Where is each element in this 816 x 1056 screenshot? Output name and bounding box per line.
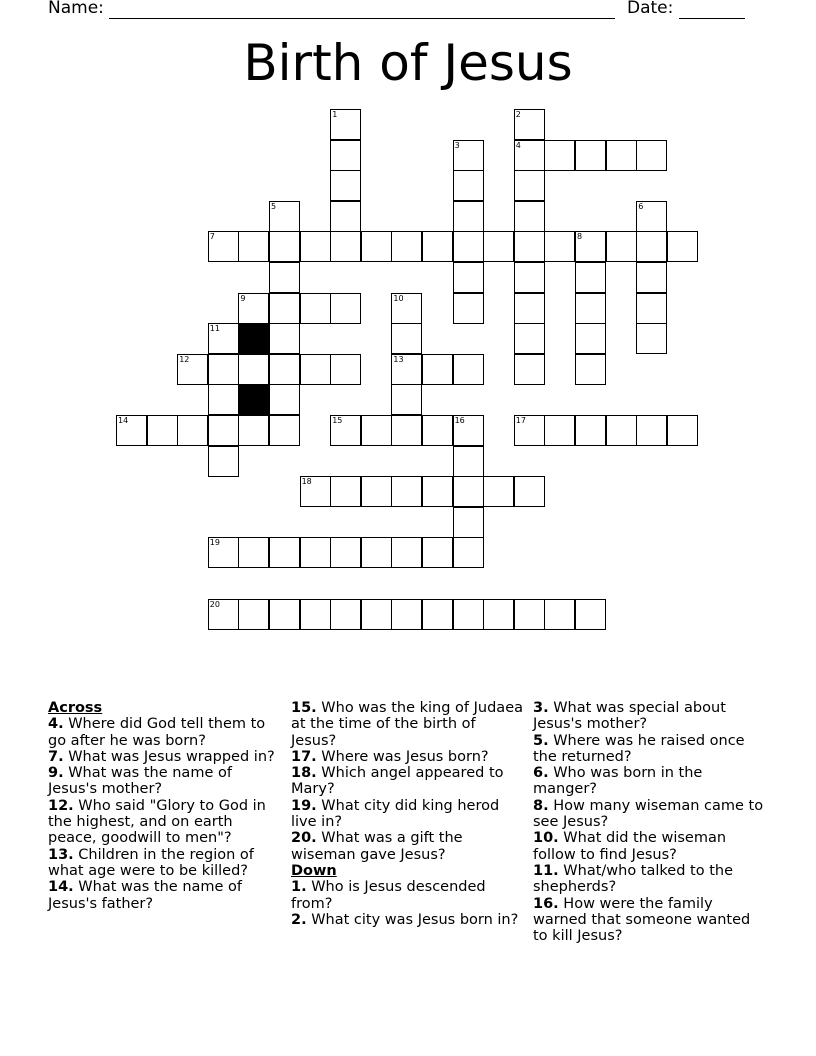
grid-cell[interactable] — [391, 599, 422, 630]
clue-item-text: Who was born in the manger? — [533, 765, 703, 798]
clue-item-text: Who said "Glory to God in the highest, and on earth peace, goodwill to men"? — [48, 797, 266, 847]
grid-cell[interactable] — [361, 476, 392, 507]
grid-cell[interactable] — [514, 170, 545, 201]
grid-cell[interactable] — [453, 201, 484, 232]
grid-cell[interactable] — [453, 354, 484, 385]
grid-cell[interactable] — [636, 201, 667, 232]
grid-cell[interactable] — [453, 446, 484, 477]
clue-item — [533, 798, 765, 831]
grid-cell[interactable] — [483, 231, 514, 262]
clue-item — [291, 879, 523, 912]
grid-cell[interactable] — [269, 599, 300, 630]
grid-cell[interactable] — [269, 384, 300, 415]
grid-cell[interactable] — [391, 384, 422, 415]
clue-item — [48, 879, 280, 912]
clue-number: 9 — [240, 293, 246, 303]
clue-item-text: What city did king herod live in? — [291, 797, 500, 831]
grid-cell[interactable] — [269, 231, 300, 262]
clue-item — [291, 912, 523, 928]
clue-item-text: What did the wiseman follow to find Jesus? — [533, 830, 727, 863]
down-heading: Down — [291, 862, 337, 879]
clue-number: 2 — [515, 110, 521, 119]
grid-cell[interactable] — [453, 537, 484, 568]
grid-cell[interactable] — [483, 476, 514, 507]
grid-cell[interactable] — [636, 415, 667, 446]
grid-cell[interactable] — [330, 599, 361, 630]
grid-cell[interactable] — [514, 140, 545, 171]
clue-item-number: 12. — [48, 797, 74, 814]
grid-cell[interactable] — [544, 231, 575, 262]
grid-cell[interactable] — [544, 599, 575, 630]
clue-item — [291, 700, 523, 749]
clue-number: 3 — [454, 140, 460, 150]
grid-cell[interactable] — [177, 415, 208, 446]
grid-cell[interactable] — [422, 415, 453, 446]
across-clue-list — [48, 716, 280, 912]
grid-cell[interactable] — [330, 354, 361, 385]
grid-cell[interactable] — [453, 599, 484, 630]
clue-item — [48, 749, 280, 765]
grid-cell[interactable] — [575, 323, 606, 354]
grid-cell[interactable] — [330, 293, 361, 324]
grid-cell[interactable] — [514, 262, 545, 293]
grid-cell[interactable] — [330, 140, 361, 171]
grid-cell[interactable] — [606, 415, 637, 446]
grid-cell[interactable] — [330, 415, 361, 446]
clues-column-3 — [533, 700, 765, 944]
clue-item-text: How many wiseman came to see Jesus? — [533, 797, 764, 831]
grid-block — [238, 323, 269, 354]
clue-item-number: 16. — [533, 895, 559, 912]
clue-number: 13 — [393, 354, 404, 364]
down-clue-list — [291, 879, 523, 928]
grid-cell[interactable] — [453, 415, 484, 446]
clue-item-number: 9. — [48, 765, 64, 782]
grid-cell[interactable] — [208, 537, 239, 568]
clue-number: 10 — [393, 293, 404, 303]
clue-item — [533, 765, 765, 798]
grid-cell[interactable] — [391, 354, 422, 385]
grid-cell[interactable] — [300, 231, 331, 262]
clue-number: 18 — [301, 477, 312, 487]
clue-item-number: 17. — [291, 748, 317, 765]
clue-item — [533, 700, 765, 733]
clue-item — [48, 798, 280, 847]
grid-cell[interactable] — [391, 476, 422, 507]
page-title: Birth of Jesus — [243, 34, 573, 92]
clue-item-number: 7. — [48, 748, 64, 765]
grid-cell[interactable] — [514, 323, 545, 354]
grid-cell[interactable] — [269, 323, 300, 354]
grid-cell[interactable] — [361, 415, 392, 446]
clue-item — [48, 847, 280, 880]
clue-item — [533, 830, 765, 863]
grid-cell[interactable] — [269, 262, 300, 293]
clue-item-text: What was the name of Jesus's mother? — [48, 765, 232, 798]
clue-item-text: What/who talked to the shepherds? — [533, 862, 733, 896]
clue-number: 11 — [209, 324, 220, 334]
grid-cell[interactable] — [514, 109, 545, 140]
clue-number: 1 — [332, 110, 338, 119]
grid-cell[interactable] — [330, 201, 361, 232]
clue-item-text: Who is Jesus descended from? — [291, 879, 486, 912]
clue-number: 19 — [209, 538, 220, 548]
clue-item-number: 13. — [48, 846, 74, 863]
grid-cell[interactable] — [238, 354, 269, 385]
grid-cell[interactable] — [300, 599, 331, 630]
grid-cell[interactable] — [453, 293, 484, 324]
clue-item-text: Which angel appeared to Mary? — [291, 765, 504, 798]
clue-item — [291, 749, 523, 765]
grid-cell[interactable] — [391, 231, 422, 262]
clue-item — [291, 830, 523, 863]
grid-cell[interactable] — [208, 231, 239, 262]
grid-cell[interactable] — [453, 262, 484, 293]
clue-item-number: 11. — [533, 862, 559, 879]
clue-number: 7 — [209, 232, 215, 242]
clue-number: 8 — [577, 232, 583, 242]
grid-cell[interactable] — [636, 231, 667, 262]
clue-item-text: Who was the king of Judaea at the time of the birth of Jesus? — [291, 700, 523, 749]
grid-cell[interactable] — [575, 140, 606, 171]
grid-cell[interactable] — [422, 231, 453, 262]
grid-cell[interactable] — [208, 384, 239, 415]
grid-cell[interactable] — [330, 537, 361, 568]
grid-cell[interactable] — [269, 201, 300, 232]
grid-cell[interactable] — [391, 323, 422, 354]
grid-cell[interactable] — [269, 537, 300, 568]
grid-cell[interactable] — [147, 415, 178, 446]
grid-cell[interactable] — [361, 537, 392, 568]
grid-cell[interactable] — [575, 415, 606, 446]
grid-cell[interactable] — [300, 293, 331, 324]
clue-item-number: 6. — [533, 765, 549, 782]
grid-cell[interactable] — [269, 354, 300, 385]
clue-item-number: 4. — [48, 716, 64, 733]
grid-cell[interactable] — [269, 293, 300, 324]
grid-cell[interactable] — [208, 354, 239, 385]
clue-item — [48, 716, 280, 749]
grid-cell[interactable] — [238, 537, 269, 568]
grid-cell[interactable] — [514, 293, 545, 324]
clue-item-text: What was special about Jesus's mother? — [533, 700, 726, 733]
grid-cell[interactable] — [667, 231, 698, 262]
grid-cell[interactable] — [330, 476, 361, 507]
clue-item-text: What was a gift the wiseman gave Jesus? — [291, 830, 463, 863]
grid-cell[interactable] — [422, 354, 453, 385]
clue-item — [533, 733, 765, 766]
grid-cell[interactable] — [575, 262, 606, 293]
grid-cell[interactable] — [422, 599, 453, 630]
clue-item — [291, 765, 523, 798]
grid-cell[interactable] — [208, 446, 239, 477]
grid-cell[interactable] — [330, 170, 361, 201]
grid-cell[interactable] — [636, 262, 667, 293]
grid-cell[interactable] — [116, 415, 147, 446]
grid-cell[interactable] — [208, 415, 239, 446]
grid-cell[interactable] — [391, 293, 422, 324]
clue-item — [291, 798, 523, 831]
clue-item-text: What was the name of Jesus's father? — [48, 879, 243, 912]
grid-cell[interactable] — [330, 109, 361, 140]
grid-cell[interactable] — [238, 293, 269, 324]
clue-item-number: 18. — [291, 765, 317, 782]
clues-column-2 — [291, 700, 523, 928]
clue-item-number: 10. — [533, 830, 559, 847]
clue-item-number: 15. — [291, 700, 317, 716]
clue-number: 20 — [209, 599, 220, 609]
grid-cell[interactable] — [575, 231, 606, 262]
grid-cell[interactable] — [391, 537, 422, 568]
grid-cell[interactable] — [208, 323, 239, 354]
grid-cell[interactable] — [177, 354, 208, 385]
clue-number: 15 — [332, 416, 343, 425]
grid-cell[interactable] — [514, 201, 545, 232]
grid-cell[interactable] — [636, 323, 667, 354]
clue-item-text: What city was Jesus born in? — [306, 911, 519, 928]
clue-item-text: What was Jesus wrapped in? — [63, 748, 275, 765]
grid-cell[interactable] — [453, 140, 484, 171]
grid-cell[interactable] — [544, 415, 575, 446]
grid-cell[interactable] — [667, 415, 698, 446]
grid-cell[interactable] — [514, 415, 545, 446]
clue-number: 6 — [638, 201, 644, 211]
clue-item-number: 1. — [291, 879, 307, 896]
grid-cell[interactable] — [514, 354, 545, 385]
clue-item-text: Where was he raised once the returned? — [533, 732, 745, 765]
grid-cell[interactable] — [361, 231, 392, 262]
clue-item-number: 14. — [48, 879, 74, 896]
clue-number: 5 — [271, 201, 277, 211]
grid-cell[interactable] — [453, 507, 484, 538]
clue-item — [48, 765, 280, 798]
grid-cell[interactable] — [300, 476, 331, 507]
clue-item-number: 20. — [291, 830, 317, 847]
clue-number: 17 — [515, 416, 526, 425]
grid-cell[interactable] — [238, 415, 269, 446]
grid-cell[interactable] — [208, 599, 239, 630]
grid-cell[interactable] — [269, 415, 300, 446]
clue-item-text: Where did God tell them to go after he was born? — [48, 716, 266, 749]
grid-cell[interactable] — [238, 599, 269, 630]
clue-item-number: 3. — [533, 700, 549, 716]
clue-item — [533, 863, 765, 896]
grid-cell[interactable] — [544, 140, 575, 171]
clue-item-text: Children in the region of what age were to be killed? — [48, 846, 254, 879]
clue-item-number: 5. — [533, 732, 549, 749]
grid-cell[interactable] — [606, 140, 637, 171]
grid-cell[interactable] — [238, 231, 269, 262]
clue-number: 16 — [454, 416, 465, 425]
across-heading: Across — [48, 700, 103, 716]
clue-item-number: 8. — [533, 797, 549, 814]
grid-cell[interactable] — [606, 231, 637, 262]
grid-cell[interactable] — [422, 476, 453, 507]
grid-cell[interactable] — [391, 415, 422, 446]
grid-cell[interactable] — [514, 231, 545, 262]
clue-item-text: Where was Jesus born? — [316, 748, 489, 765]
grid-cell[interactable] — [300, 537, 331, 568]
clue-number: 12 — [179, 354, 190, 364]
clue-item-number: 19. — [291, 797, 317, 814]
grid-cell[interactable] — [575, 354, 606, 385]
grid-cell[interactable] — [575, 293, 606, 324]
grid-cell[interactable] — [300, 354, 331, 385]
grid-cell[interactable] — [422, 537, 453, 568]
grid-cell[interactable] — [453, 476, 484, 507]
clue-item — [533, 896, 765, 945]
grid-cell[interactable] — [575, 599, 606, 630]
grid-cell[interactable] — [514, 599, 545, 630]
grid-cell[interactable] — [453, 170, 484, 201]
clue-number: 14 — [118, 416, 129, 425]
down-clue-list-cont — [533, 700, 765, 944]
date-label: Date: — [627, 0, 674, 18]
grid-cell[interactable] — [330, 231, 361, 262]
clue-item-text: How were the family warned that someone wanted to kill Jesus? — [533, 895, 751, 945]
across-clue-list-cont — [291, 700, 523, 863]
grid-cell[interactable] — [636, 293, 667, 324]
clue-number: 4 — [515, 140, 521, 150]
clues-column-1 — [48, 700, 280, 912]
grid-block — [238, 384, 269, 415]
grid-cell[interactable] — [483, 599, 514, 630]
grid-cell[interactable] — [453, 231, 484, 262]
name-label: Name: — [48, 0, 104, 18]
grid-cell[interactable] — [636, 140, 667, 171]
grid-cell[interactable] — [361, 599, 392, 630]
clue-item-number: 2. — [291, 911, 307, 928]
grid-cell[interactable] — [514, 476, 545, 507]
